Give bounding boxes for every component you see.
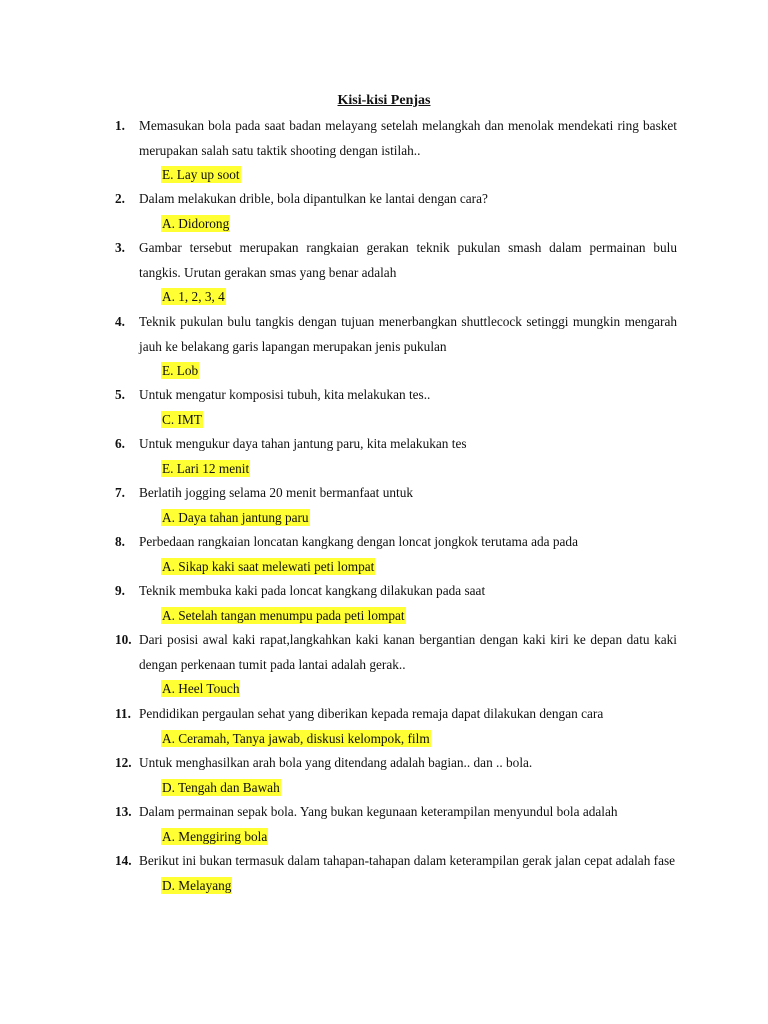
question-text: Dalam melakukan drible, bola dipantulkan ke lantai dengan cara? bbox=[139, 191, 488, 206]
list-item bbox=[115, 187, 677, 236]
question-text: Berlatih jogging selama 20 menit bermanfaat untuk bbox=[139, 485, 413, 500]
answer-line bbox=[161, 408, 677, 433]
question-text: Untuk mengatur komposisi tubuh, kita melakukan tes.. bbox=[139, 387, 431, 402]
answer-highlight: E. Lob bbox=[162, 363, 199, 378]
list-item bbox=[115, 702, 677, 751]
answer-line bbox=[161, 163, 677, 188]
list-item bbox=[115, 432, 677, 481]
answer-line bbox=[161, 776, 677, 801]
item-number: 14. bbox=[115, 853, 132, 868]
item-number: 4. bbox=[115, 314, 125, 329]
answer-line bbox=[161, 285, 677, 310]
question-text: Teknik pukulan bulu tangkis dengan tujuan menerbangkan shuttlecock setinggi mungkin mengarah jauh ke belakang garis lapangan merupakan jenis pukulan bbox=[139, 314, 677, 354]
question-text: Perbedaan rangkaian loncatan kangkang dengan loncat jongkok terutama ada pada bbox=[139, 534, 578, 549]
question-text: Dari posisi awal kaki rapat,langkahkan kaki kanan bergantian dengan kaki kiri ke depan datu kaki dengan perkenaan tumit pada lantai adalah gerak.. bbox=[139, 632, 677, 672]
answer-highlight: A. Heel Touch bbox=[162, 681, 240, 696]
item-number: 6. bbox=[115, 436, 125, 451]
answer-highlight: A. 1, 2, 3, 4 bbox=[162, 289, 225, 304]
item-number: 7. bbox=[115, 485, 125, 500]
answer-highlight: A. Didorong bbox=[162, 215, 230, 231]
list-item bbox=[115, 628, 677, 702]
answer-line bbox=[161, 825, 677, 850]
page-title: Kisi-kisi Penjas bbox=[337, 93, 431, 108]
question-text: Dalam permainan sepak bola. Yang bukan kegunaan keterampilan menyundul bola adalah bbox=[139, 804, 618, 819]
list-item bbox=[115, 114, 677, 188]
answer-highlight: A. Menggiring bola bbox=[162, 828, 268, 844]
answer-line bbox=[161, 506, 677, 531]
answer-highlight: A. Setelah tangan menumpu pada peti lompat bbox=[162, 607, 405, 623]
answer-line bbox=[161, 457, 677, 482]
question-text: Berikut ini bukan termasuk dalam tahapan-tahapan dalam keterampilan gerak jalan cepat adalah fase bbox=[139, 853, 676, 868]
item-number: 5. bbox=[115, 387, 125, 402]
question-text: Pendidikan pergaulan sehat yang diberikan kepada remaja dapat dilakukan dengan cara bbox=[139, 706, 604, 721]
item-number: 3. bbox=[115, 240, 125, 255]
answer-line bbox=[161, 359, 677, 384]
list-item bbox=[115, 751, 677, 800]
list-item bbox=[115, 800, 677, 849]
item-number: 11. bbox=[115, 706, 131, 721]
question-text: Untuk menghasilkan arah bola yang ditendang adalah bagian.. dan .. bola. bbox=[139, 755, 533, 770]
item-number: 13. bbox=[115, 804, 132, 819]
list-item bbox=[115, 579, 677, 628]
list-item bbox=[115, 383, 677, 432]
answer-line bbox=[161, 604, 677, 629]
list-item bbox=[115, 310, 677, 384]
list-item bbox=[115, 849, 677, 898]
list-item bbox=[115, 481, 677, 530]
answer-highlight: E. Lari 12 menit bbox=[162, 460, 250, 476]
question-text: Untuk mengukur daya tahan jantung paru, kita melakukan tes bbox=[139, 436, 467, 451]
answer-highlight: A. Daya tahan jantung paru bbox=[162, 509, 309, 525]
item-number: 9. bbox=[115, 583, 125, 598]
answer-highlight: E. Lay up soot bbox=[162, 167, 240, 182]
item-number: 1. bbox=[115, 118, 125, 133]
answer-highlight: D. Melayang bbox=[162, 877, 232, 893]
item-number: 2. bbox=[115, 191, 125, 206]
question-text: Gambar tersebut merupakan rangkaian gerakan teknik pukulan smash dalam permainan bulu tangkis. Urutan gerakan smas yang benar adalah bbox=[139, 240, 677, 280]
list-item bbox=[115, 530, 677, 579]
answer-line bbox=[161, 677, 677, 702]
list-item bbox=[115, 236, 677, 310]
answer-line bbox=[161, 727, 677, 752]
question-text: Teknik membuka kaki pada loncat kangkang dilakukan pada saat bbox=[139, 583, 486, 598]
answer-line bbox=[161, 874, 677, 899]
item-number: 10. bbox=[115, 632, 132, 647]
item-number: 8. bbox=[115, 534, 125, 549]
answer-line bbox=[161, 555, 677, 580]
item-number: 12. bbox=[115, 755, 132, 770]
answer-highlight: A. Ceramah, Tanya jawab, diskusi kelompok, film bbox=[162, 730, 430, 746]
question-text: Memasukan bola pada saat badan melayang setelah melangkah dan menolak mendekati ring basket merupakan salah satu taktik shooting dengan istilah.. bbox=[139, 118, 677, 158]
answer-highlight: A. Sikap kaki saat melewati peti lompat bbox=[162, 558, 375, 574]
answer-highlight: D. Tengah dan Bawah bbox=[162, 779, 280, 795]
answer-line bbox=[161, 212, 677, 237]
answer-highlight: C. IMT bbox=[162, 411, 202, 427]
